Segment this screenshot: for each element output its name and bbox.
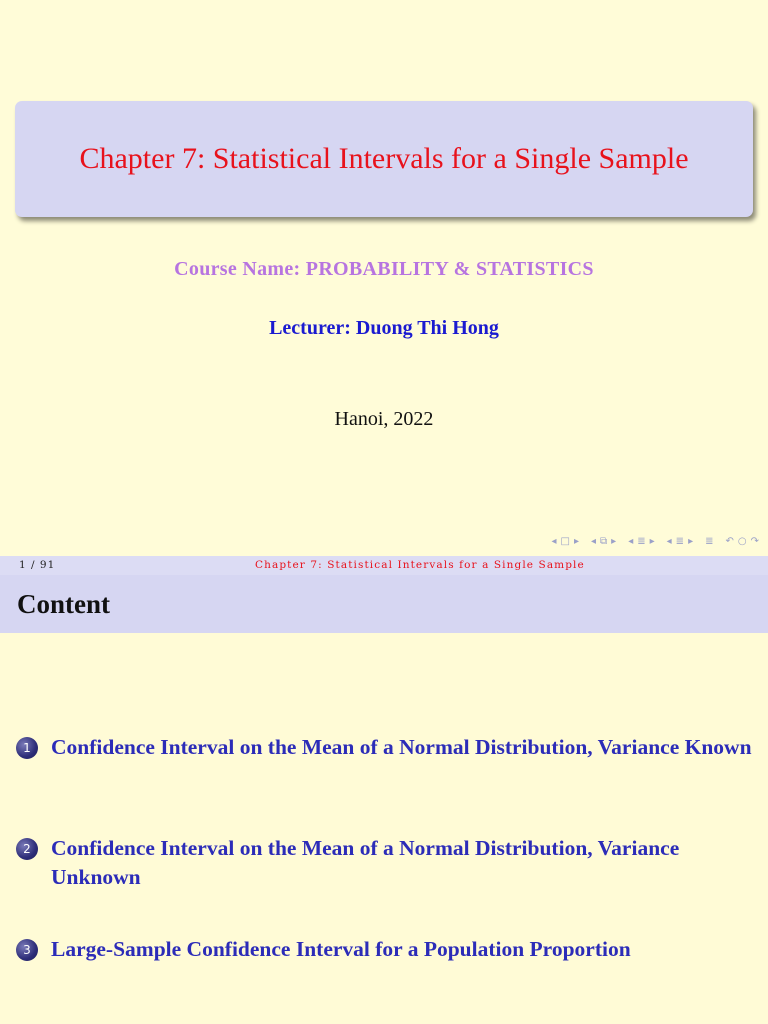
toc-number-2: 2 bbox=[16, 838, 38, 860]
nav-prev-section-icon[interactable]: ◂ bbox=[628, 536, 634, 547]
footer-strip bbox=[0, 556, 768, 575]
slide-title: Chapter 7: Statistical Intervals for a Single Sample bbox=[79, 142, 689, 175]
nav-prev-frame-icon[interactable]: ◂ bbox=[551, 536, 557, 547]
content-header bbox=[0, 575, 768, 633]
nav-subsection-group bbox=[590, 536, 617, 547]
toc-item-1[interactable] bbox=[16, 733, 756, 762]
footer-title: Chapter 7: Statistical Intervals for a Single Sample bbox=[255, 559, 585, 571]
nav-next-frame-icon[interactable]: ▸ bbox=[573, 536, 579, 547]
course-name: Course Name: PROBABILITY & STATISTICS bbox=[174, 258, 594, 280]
nav-back-icon[interactable]: ↶ bbox=[725, 536, 734, 547]
nav-search-group bbox=[724, 536, 760, 547]
toc-text-1[interactable]: Confidence Interval on the Mean of a Normal Distribution, Variance Known bbox=[51, 735, 752, 759]
nav-frame-icon[interactable]: □ bbox=[560, 536, 570, 547]
beamer-navigation bbox=[544, 536, 760, 547]
content-slide bbox=[0, 575, 768, 1024]
toc-text-3[interactable]: Large-Sample Confidence Interval for a Population Proportion bbox=[51, 937, 631, 961]
nav-section-icon[interactable]: ≣ bbox=[637, 536, 646, 547]
lecturer-name: Lecturer: Duong Thi Hong bbox=[269, 317, 499, 339]
nav-forward-icon[interactable]: ↷ bbox=[750, 536, 759, 547]
toc-item-2[interactable] bbox=[16, 834, 756, 892]
nav-subsection-icon[interactable]: ≣ bbox=[675, 536, 685, 547]
nav-frame-group bbox=[550, 536, 580, 547]
place-year: Hanoi, 2022 bbox=[334, 408, 434, 430]
nav-section-group bbox=[627, 536, 655, 547]
nav-doc-group bbox=[704, 536, 714, 547]
nav-prev-subsection-icon[interactable]: ◂ bbox=[666, 536, 672, 547]
nav-subsec-group bbox=[666, 536, 694, 547]
content-heading: Content bbox=[17, 589, 110, 619]
toc-number-1: 1 bbox=[16, 737, 38, 759]
toc-item-3[interactable] bbox=[16, 935, 756, 964]
title-box bbox=[15, 101, 753, 217]
toc-text-2[interactable]: Confidence Interval on the Mean of a Normal Distribution, Variance Unknown bbox=[51, 836, 680, 889]
nav-next-subsection-icon[interactable]: ▸ bbox=[688, 536, 694, 547]
page-number: 1 / 91 bbox=[19, 559, 56, 571]
nav-slide-icon[interactable]: ⧉ bbox=[600, 536, 608, 547]
nav-document-icon[interactable]: ≣ bbox=[705, 536, 714, 547]
nav-prev-slide-icon[interactable]: ◂ bbox=[590, 536, 597, 547]
nav-next-section-icon[interactable]: ▸ bbox=[649, 536, 655, 547]
nav-next-slide-icon[interactable]: ▸ bbox=[611, 536, 617, 547]
toc-number-3: 3 bbox=[16, 939, 38, 961]
nav-search-icon[interactable]: ○ bbox=[737, 536, 747, 547]
